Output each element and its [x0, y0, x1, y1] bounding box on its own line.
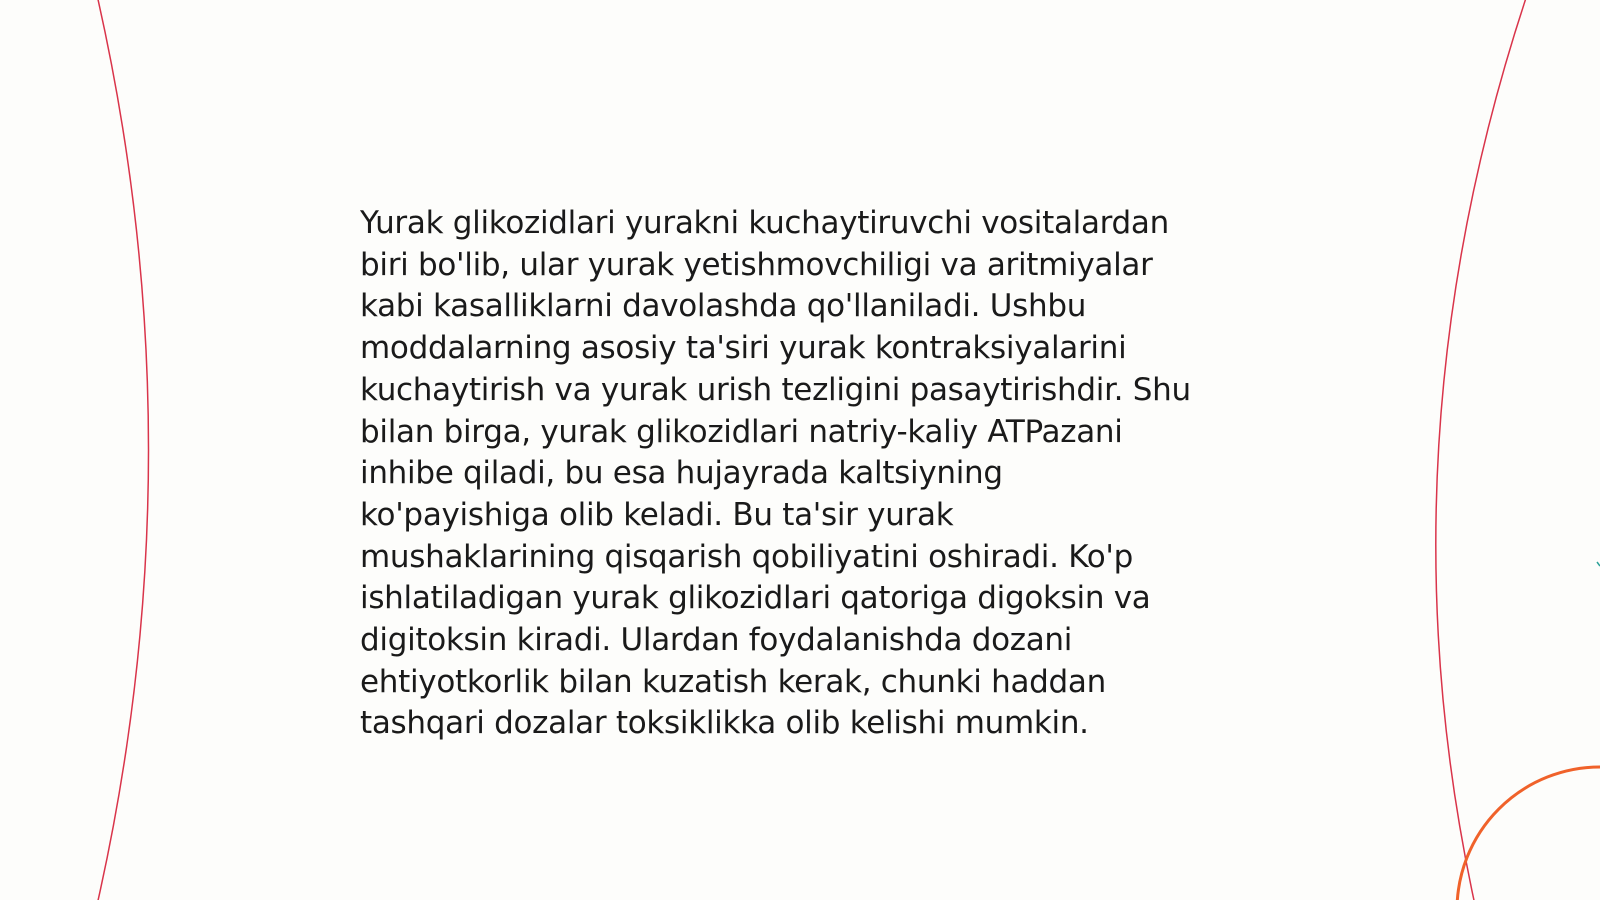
body-line: tashqari dozalar toksiklikka olib kelishi mumkin.: [360, 705, 1089, 742]
body-line: biri bo'lib, ular yurak yetishmovchiligi va aritmiyalar: [360, 246, 1153, 283]
body-line: ko'payishiga olib keladi. Bu ta'sir yurak: [360, 496, 954, 533]
right-curve-line: [1436, 0, 1527, 900]
body-line: ishlatiladigan yurak glikozidlari qatoriga digoksin va: [360, 580, 1151, 617]
body-line: moddalarning asosiy ta'siri yurak kontraksiyalarini: [360, 330, 1127, 367]
body-line: Yurak glikozidlari yurakni kuchaytiruvchi vositalardan: [360, 205, 1169, 241]
body-line: digitoksin kiradi. Ulardan foydalanishda dozani: [360, 622, 1073, 659]
body-line: mushaklarining qisqarish qobiliyatini oshiradi. Ko'p: [360, 538, 1133, 575]
body-line: kabi kasalliklarni davolashda qo'llaniladi. Ushbu: [360, 288, 1087, 325]
body-line: kuchaytirish va yurak urish tezligini pasaytirishdir. Shu: [360, 371, 1191, 408]
body-line: ehtiyotkorlik bilan kuzatish kerak, chunki haddan: [360, 663, 1106, 700]
body-line: bilan birga, yurak glikozidlari natriy-kaliy ATPazani: [360, 413, 1123, 450]
orange-accent-circle: [1457, 767, 1600, 900]
left-curve-line: [97, 0, 149, 900]
body-paragraph: [360, 203, 1260, 745]
body-line: inhibe qiladi, bu esa hujayrada kaltsiyning: [360, 455, 1003, 492]
